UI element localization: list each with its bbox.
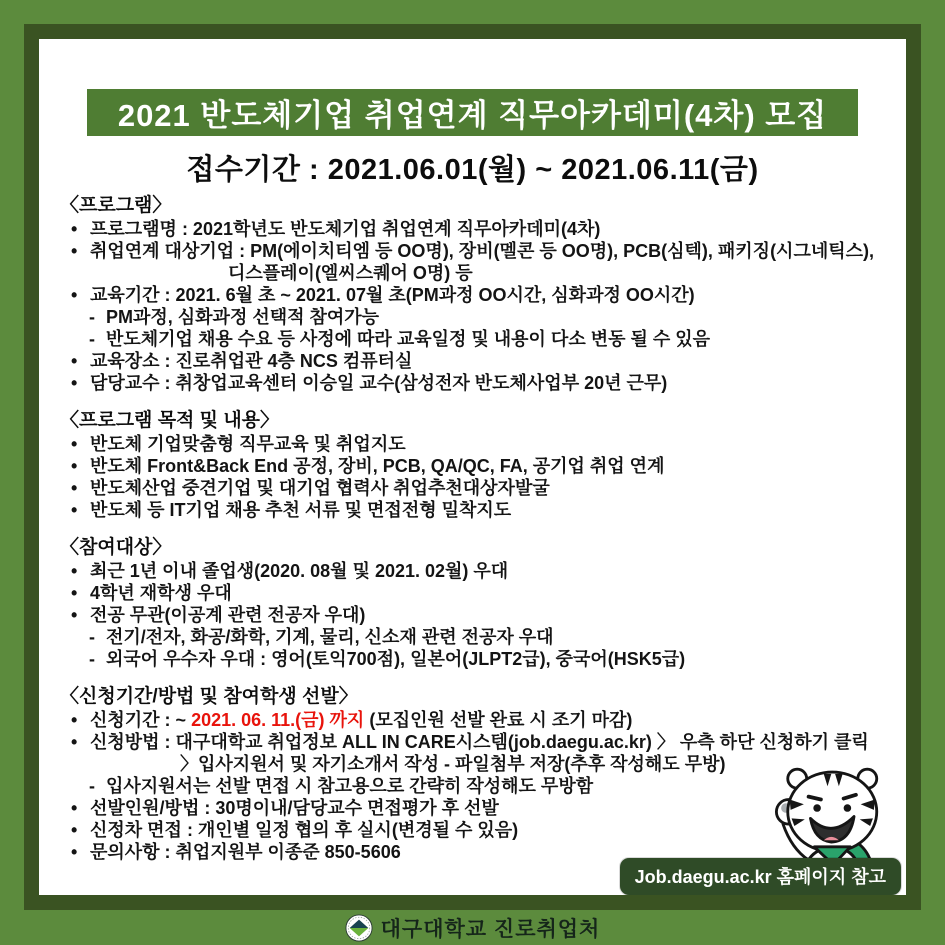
line-marker: • (71, 583, 78, 603)
line-marker: • (71, 561, 78, 581)
text-segment: 반도체기업 채용 수요 등 사정에 따라 교육일정 및 내용이 다소 변동 될 수 있음 (106, 329, 711, 349)
text-line (60, 306, 898, 328)
text-segment: 문의사항 : 취업지원부 이종준 850-5606 (90, 842, 401, 862)
section-title: 〈참여대상〉 (60, 537, 172, 558)
text-segment: 최근 1년 이내 졸업생(2020. 08월 및 2021. 02월) 우대 (90, 561, 509, 581)
line-marker: • (71, 798, 78, 818)
text-segment: 신청방법 : 대구대학교 취업정보 ALL IN CARE시스템(job.daegu.ac.kr) 〉 우측 하단 신청하기 클릭 (90, 732, 869, 752)
text-segment: 전공 무관(이공계 관련 전공자 우대) (90, 605, 366, 625)
line-marker: - (89, 307, 95, 327)
line-marker: - (89, 776, 95, 796)
line-marker: • (71, 285, 78, 305)
text-line (60, 626, 898, 648)
sections (60, 193, 898, 863)
text-line (60, 648, 898, 670)
text-segment: 4학년 재학생 우대 (90, 583, 232, 603)
section-0 (60, 193, 898, 394)
footer-label: 대구대학교 진로취업처 (380, 917, 601, 941)
homepage-callout-label: Job.daegu.ac.kr 홈페이지 참고 (634, 867, 886, 887)
text-line (60, 284, 898, 306)
section-title: 〈프로그램〉 (60, 195, 172, 216)
line-marker: • (71, 820, 78, 840)
line-marker: • (71, 732, 78, 752)
line-marker: • (71, 351, 78, 371)
text-segment: 반도체 Front&Back End 공정, 장비, PCB, QA/QC, FA, 공기업 취업 연계 (90, 456, 665, 476)
university-logo-icon (345, 914, 373, 942)
title-banner (87, 89, 858, 136)
text-segment: 입사지원서 및 자기소개서 작성 - 파일첨부 저장(추후 작성해도 무방) (198, 754, 726, 774)
line-marker: - (89, 627, 95, 647)
text-line (60, 731, 898, 753)
text-line (60, 218, 898, 240)
line-marker: • (71, 241, 78, 261)
text-segment: 담당교수 : 취창업교육센터 이승일 교수(삼성전자 반도체사업부 20년 근무) (90, 373, 668, 393)
text-line (60, 262, 898, 284)
line-marker: • (71, 478, 78, 498)
line-marker: 〉 (180, 754, 198, 774)
text-segment: 반도체 기업맞춤형 직무교육 및 취업지도 (90, 434, 406, 454)
line-marker: • (71, 219, 78, 239)
section-1 (60, 408, 898, 521)
text-segment: 2021. 06. 11.(금) 까지 (191, 710, 365, 730)
line-marker: • (71, 605, 78, 625)
text-line (60, 477, 898, 499)
text-line (60, 582, 898, 604)
text-line (60, 560, 898, 582)
text-line (60, 328, 898, 350)
text-segment: 교육기간 : 2021. 6월 초 ~ 2021. 07월 초(PM과정 OO시간, 심화과정 OO시간) (90, 285, 695, 305)
line-marker: - (89, 329, 95, 349)
text-line (60, 709, 898, 731)
text-segment: 선발인원/방법 : 30명이내/담당교수 면접평가 후 선발 (90, 798, 499, 818)
line-marker: • (71, 434, 78, 454)
poster-title: 2021 반도체기업 취업연계 직무아카데미(4차) 모집 (117, 98, 828, 133)
text-segment: 디스플레이(엘씨스퀘어 O명) 등 (228, 263, 473, 283)
text-segment: 반도체 등 IT기업 채용 추천 서류 및 면접전형 밀착지도 (90, 500, 512, 520)
text-line (60, 240, 898, 262)
text-line (60, 350, 898, 372)
line-marker: • (71, 500, 78, 520)
application-period: 접수기간 : 2021.06.01(월) ~ 2021.06.11(금) (186, 154, 759, 186)
line-marker: • (71, 710, 78, 730)
text-line (60, 433, 898, 455)
text-segment: 취업연계 대상기업 : PM(에이치티엠 등 OO명), 장비(멜콘 등 OO명), PCB(심텍), 패키징(시그네틱스), (90, 241, 874, 261)
line-marker: • (71, 373, 78, 393)
text-line (60, 604, 898, 626)
footer (0, 910, 945, 945)
text-segment: 신청기간 : ~ (90, 710, 192, 730)
line-marker: • (71, 842, 78, 862)
section-2 (60, 535, 898, 670)
line-marker: - (89, 649, 95, 669)
text-line (60, 499, 898, 521)
line-marker: • (71, 456, 78, 476)
text-segment: 신정차 면접 : 개인별 일정 협의 후 실시(변경될 수 있음) (90, 820, 519, 840)
homepage-callout (620, 858, 901, 895)
text-segment: 입사지원서는 선발 면접 시 참고용으로 간략히 작성해도 무방함 (106, 776, 594, 796)
content-area (39, 39, 906, 895)
text-segment: 외국어 우수자 우대 : 영어(토익700점), 일본어(JLPT2급), 중국어(HSK5급) (106, 649, 686, 669)
text-segment: PM과정, 심화과정 선택적 참여가능 (106, 307, 380, 327)
text-line (60, 372, 898, 394)
text-segment: (모집인원 선발 완료 시 조기 마감) (364, 710, 633, 730)
text-segment: 반도체산업 중견기업 및 대기업 협력사 취업추천대상자발굴 (90, 478, 550, 498)
text-segment: 교육장소 : 진로취업관 4층 NCS 컴퓨터실 (90, 351, 413, 371)
text-segment: 전기/전자, 화공/화학, 기계, 물리, 신소재 관련 전공자 우대 (106, 627, 554, 647)
text-segment: 프로그램명 : 2021학년도 반도체기업 취업연계 직무아카데미(4차) (90, 219, 601, 239)
section-title: 〈프로그램 목적 및 내용〉 (60, 410, 280, 431)
section-title: 〈신청기간/방법 및 참여학생 선발〉 (60, 686, 358, 707)
text-line (60, 455, 898, 477)
